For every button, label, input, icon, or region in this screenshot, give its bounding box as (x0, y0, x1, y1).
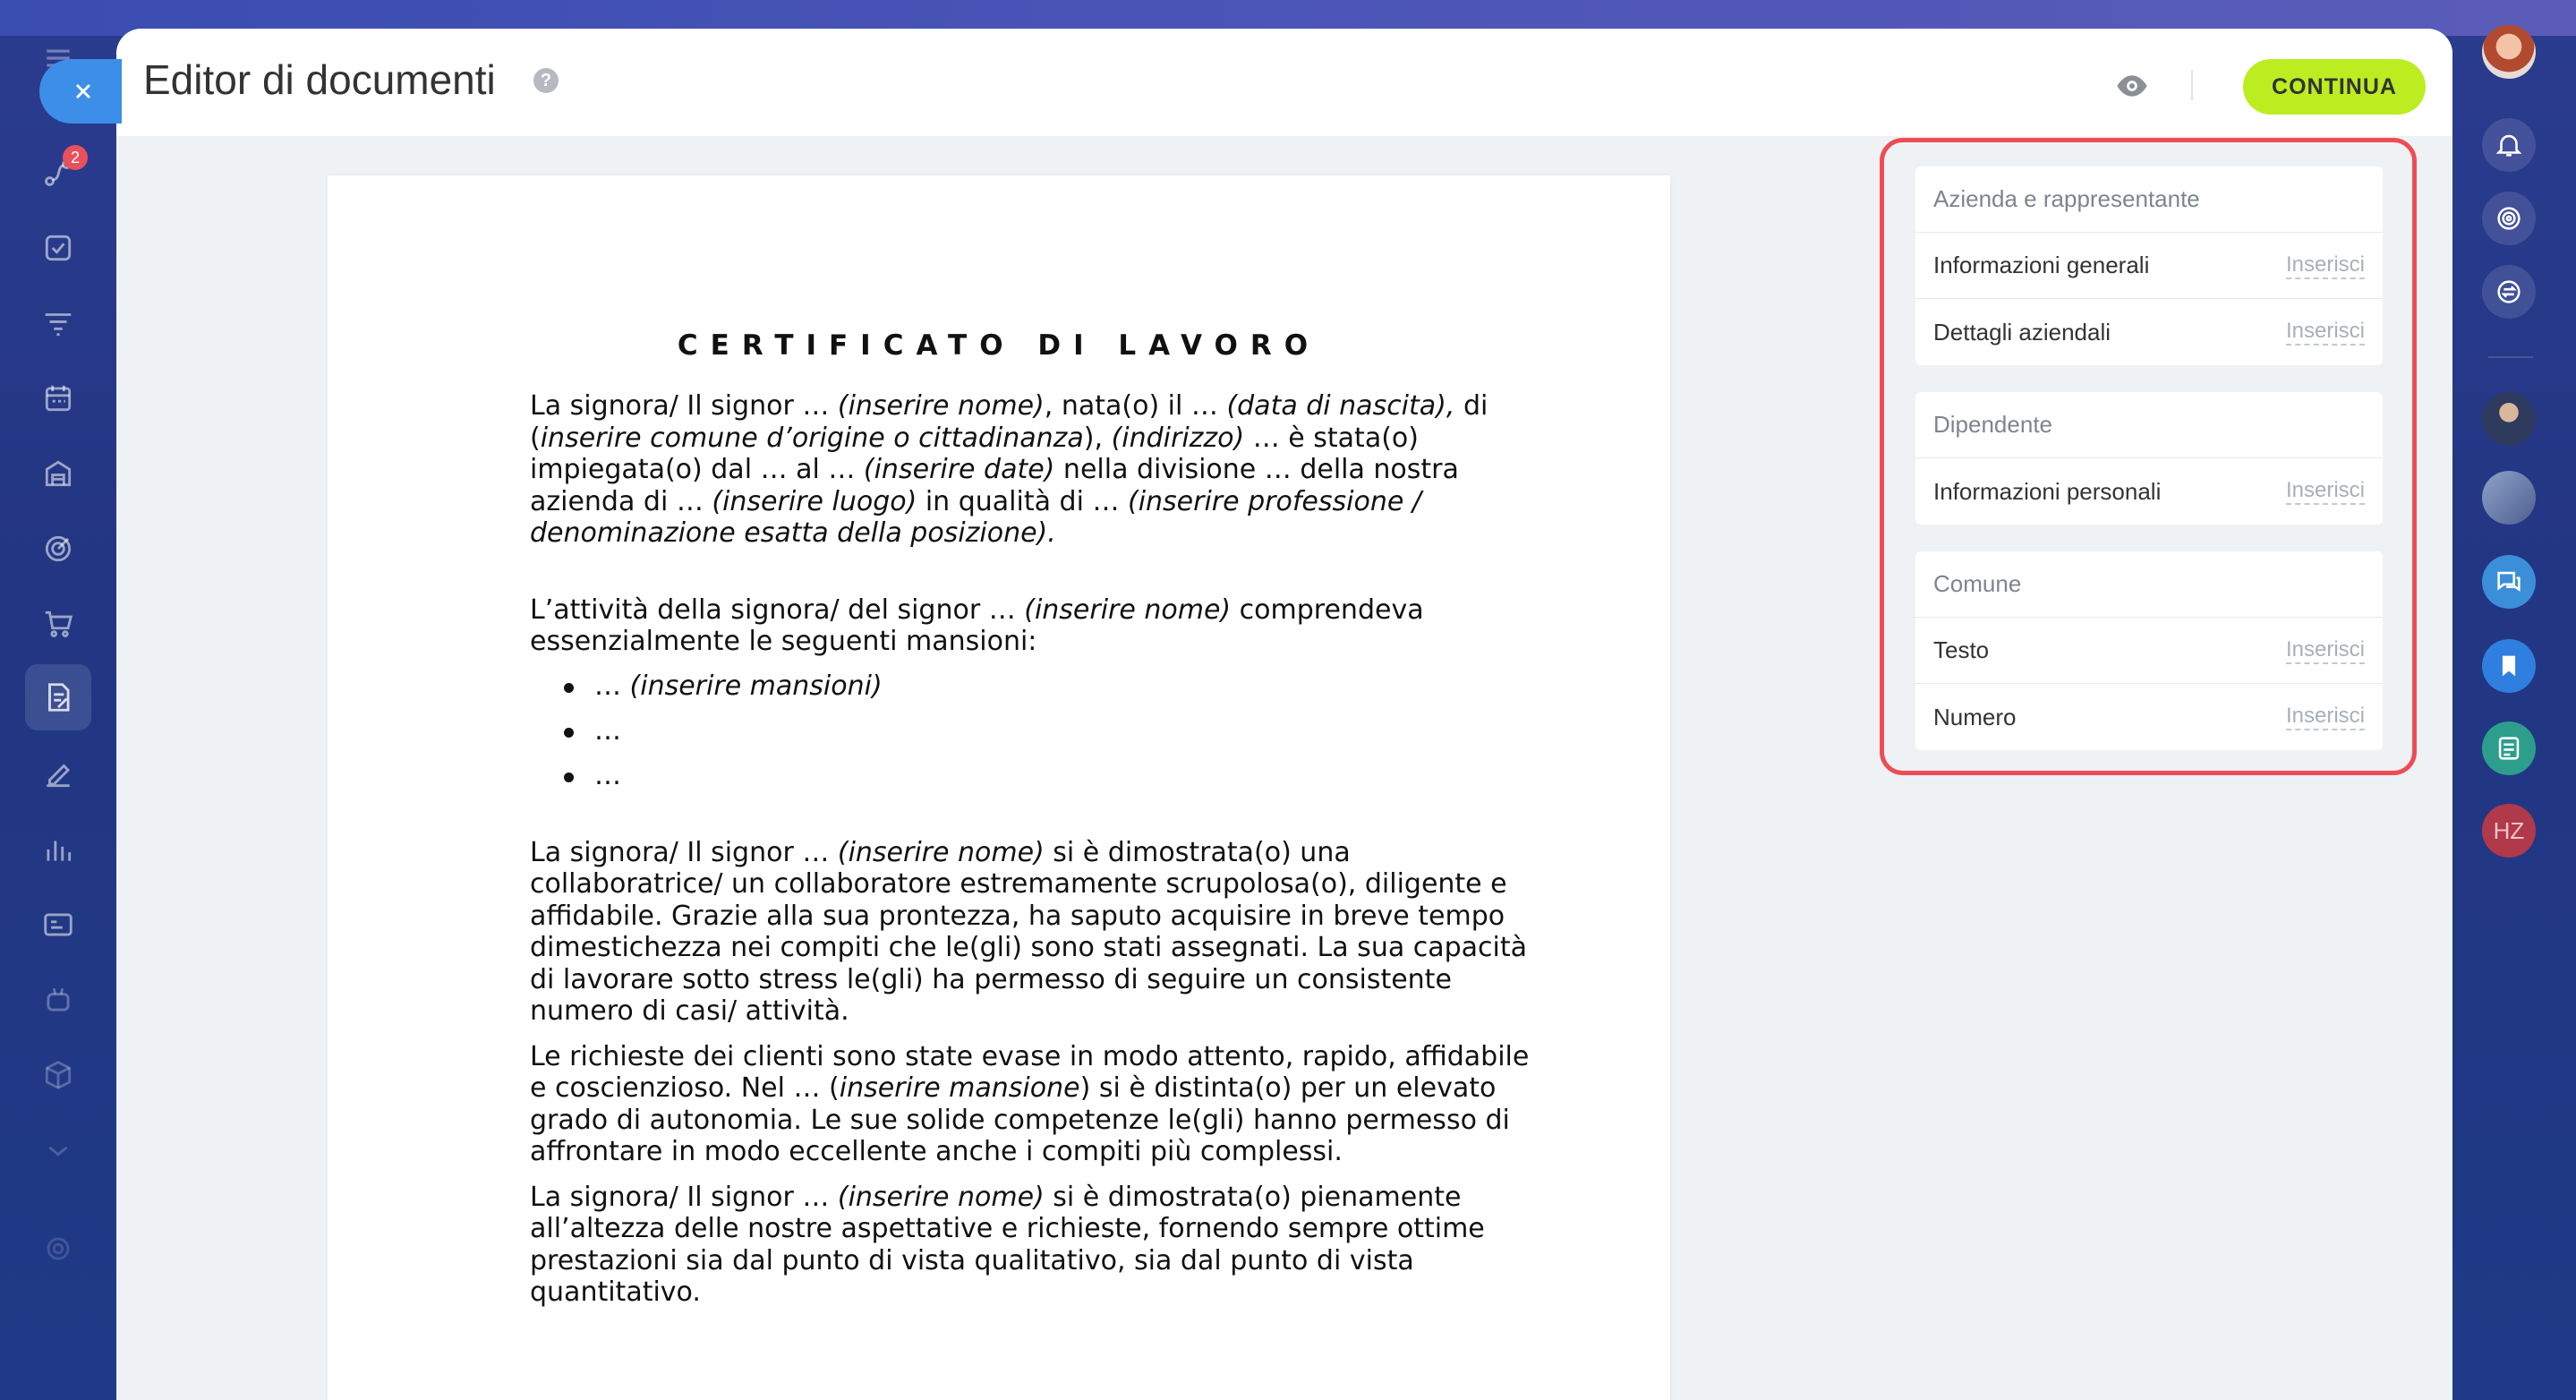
calendar-icon[interactable] (36, 376, 81, 421)
chat-icon[interactable] (2482, 555, 2536, 609)
group-title: Azienda e rappresentante (1915, 166, 2383, 233)
paragraph-4: Le richieste dei clienti sono state evase in modo attento, rapido, affidabile e coscienzioso. Nel … (inserire mansione) si è distinta(o) per un elevato grado di autonomia. Le sue solide competenze le(gli) hanno permesso di affrontare in modo eccellente anche i compiti più complessi. (530, 1040, 1530, 1167)
field-row-general-info[interactable]: Informazioni generali Inserisci (1915, 233, 2383, 299)
rightbar-divider (2488, 356, 2533, 358)
bookmark-icon[interactable] (2482, 639, 2536, 693)
panel-header (116, 29, 2452, 136)
insert-link[interactable]: Inserisci (2286, 478, 2365, 505)
field-group-company (1915, 166, 2383, 365)
cart-icon[interactable] (36, 602, 81, 646)
insert-link[interactable]: Inserisci (2286, 319, 2365, 346)
document-editor-panel (116, 29, 2452, 1400)
notes-icon[interactable] (2482, 721, 2536, 775)
document-title: CERTIFICATO DI LAVORO (677, 329, 1321, 362)
goal-icon[interactable] (36, 526, 81, 571)
contact-avatar[interactable] (2482, 392, 2536, 446)
field-row-personal-info[interactable]: Informazioni personali Inserisci (1933, 477, 2365, 505)
duties-list (530, 670, 1532, 805)
paragraph-3: La signora/ Il signor … (inserire nome) si è dimostrata(o) una collaboratrice/ un collaboratore estremamente scrupolosa(o), diligente e affidabile. Grazie alla sua prontezza, ha saputo acquisire in breve tempo dimestichezza nei compiti che le(gli) sono stati assegnati. La sua capacità di lavorare sotto stress le(gli) ha permesso di seguire un consistente numero di casi/ attività. (530, 836, 1528, 1027)
page-title: Editor di documenti (143, 56, 496, 103)
robot-icon[interactable] (36, 977, 81, 1022)
document-body (530, 390, 1532, 1309)
field-row-number[interactable]: Numero Inserisci (1933, 703, 2365, 730)
group-avatar[interactable] (2482, 471, 2536, 525)
filter-icon[interactable] (36, 301, 81, 346)
sync-icon[interactable] (2482, 265, 2536, 319)
document-page[interactable] (328, 175, 1670, 1400)
bell-icon[interactable] (2482, 118, 2536, 172)
tasks-icon[interactable] (36, 226, 81, 270)
user-avatar[interactable] (2482, 25, 2536, 79)
left-sidebar (0, 0, 116, 1400)
preview-eye-icon[interactable] (2114, 68, 2150, 104)
inventory-icon[interactable] (36, 451, 81, 496)
settings-icon[interactable] (36, 1226, 81, 1271)
documents-icon[interactable] (25, 664, 91, 730)
field-row-company-details[interactable]: Dettagli aziendali Inserisci (1933, 318, 2365, 346)
notification-badge: 2 (63, 145, 88, 170)
close-button[interactable] (39, 59, 122, 124)
field-row-text[interactable]: Testo Inserisci (1915, 618, 2383, 684)
insert-link[interactable]: Inserisci (2286, 252, 2365, 279)
list-item: … (530, 760, 1532, 805)
user-initials-avatar[interactable]: HZ (2482, 804, 2536, 858)
insert-link[interactable]: Inserisci (2286, 704, 2365, 730)
continue-button[interactable]: CONTINUA (2243, 59, 2426, 115)
close-icon (71, 79, 96, 104)
chevron-down-icon[interactable] (36, 1128, 81, 1173)
field-group-common (1915, 551, 2383, 750)
paragraph-1: La signora/ Il signor … (inserire nome), nata(o) il … (data di nascita), di (inserire comune d’origine o cittadinanza), (indirizzo) … è stata(o) impiegata(o) dal … al … (inserire date) nella divisione … della nostra azienda di … (inserire luogo) in qualità di … (inserire professione / denominazione esatta della posizione). (530, 390, 1488, 549)
target-icon[interactable] (2482, 192, 2536, 245)
analytics-icon[interactable] (36, 827, 81, 872)
field-group-employee (1915, 392, 2383, 525)
box-icon[interactable] (36, 1053, 81, 1097)
group-title: Dipendente (1915, 392, 2383, 458)
pipeline-icon[interactable] (36, 150, 81, 195)
insert-link[interactable]: Inserisci (2286, 637, 2365, 664)
paragraph-5: La signora/ Il signor … (inserire nome) si è dimostrata(o) pienamente all’altezza delle nostre aspettative e richieste, fornendo sempre ottime prestazioni sia dal punto di vista qualitativo, sia dal punto di vista quantitativo. (530, 1181, 1485, 1308)
help-icon[interactable]: ? (533, 68, 559, 93)
right-sidebar (2452, 0, 2576, 1400)
list-item: … (inserire mansioni) (530, 670, 1532, 715)
list-item: … (530, 715, 1532, 760)
paragraph-2: L’attività della signora/ del signor … (inserire nome) comprendeva essenzialmente le seguenti mansioni: (530, 593, 1424, 657)
sign-icon[interactable] (36, 752, 81, 797)
contacts-card-icon[interactable] (36, 902, 81, 947)
group-title: Comune (1915, 551, 2383, 618)
header-divider (2191, 70, 2193, 100)
